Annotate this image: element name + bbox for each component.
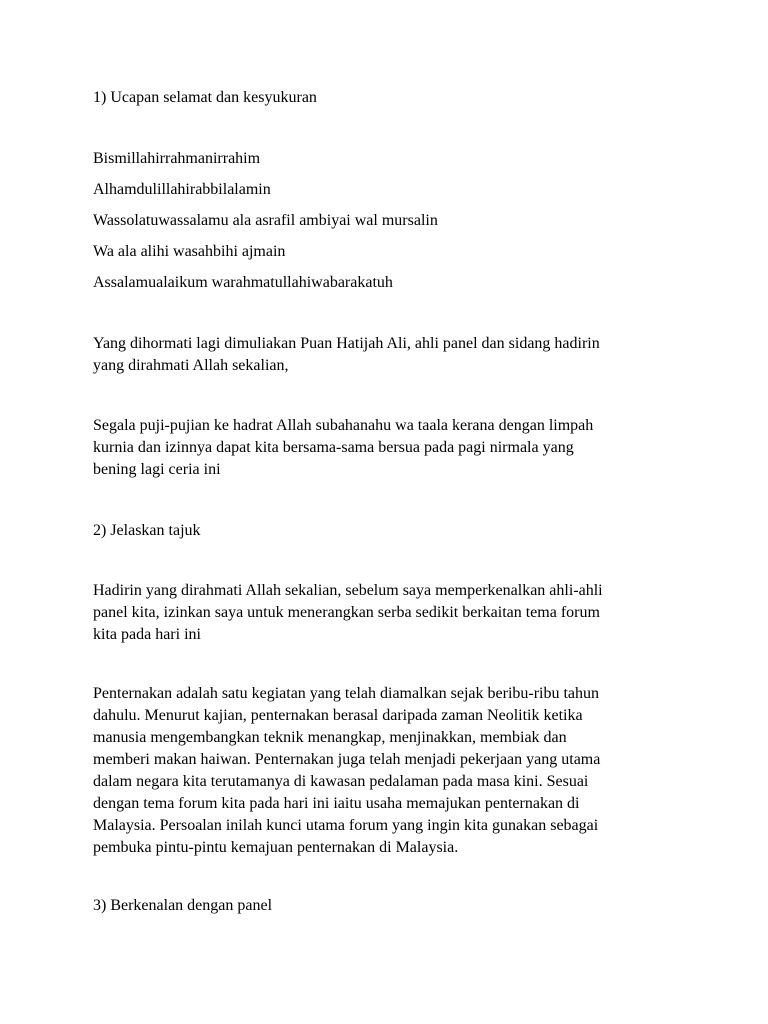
paragraph-intro <box>93 580 683 646</box>
paragraph-line: dalam negara kita terutamanya di kawasan pedalaman pada masa kini. Sesuai <box>93 773 589 790</box>
section-heading-1: 1) Ucapan selamat dan kesyukuran <box>93 89 317 106</box>
section-heading-3: 3) Berkenalan dengan panel <box>93 897 273 914</box>
paragraph-line: dengan tema forum kita pada hari ini iaitu usaha memajukan penternakan di <box>93 795 580 812</box>
paragraph-line: kita pada hari ini <box>93 626 201 643</box>
paragraph-line: Segala puji-pujian ke hadrat Allah subahanahu wa taala kerana dengan limpah <box>93 417 594 434</box>
section-heading-2: 2) Jelaskan tajuk <box>93 522 201 539</box>
paragraph-line: bening lagi ceria ini <box>93 461 221 478</box>
paragraph-line: Yang dihormati lagi dimuliakan Puan Hatijah Ali, ahli panel dan sidang hadirin <box>93 335 600 352</box>
paragraph-line: kurnia dan izinnya dapat kita bersama-sama bersua pada pagi nirmala yang <box>93 439 574 456</box>
greeting-line: Wassolatuwassalamu ala asrafil ambiyai wal mursalin <box>93 212 438 229</box>
greeting-line: Wa ala alihi wasahbihi ajmain <box>93 243 286 260</box>
paragraph-line: dahulu. Menurut kajian, penternakan berasal daripada zaman Neolitik ketika <box>93 707 583 724</box>
paragraph-praise <box>93 415 683 481</box>
paragraph-line: pembuka pintu-pintu kemajuan penternakan di Malaysia. <box>93 839 459 856</box>
paragraph-salutation <box>93 333 683 377</box>
paragraph-line: panel kita, izinkan saya untuk menerangkan serba sedikit berkaitan tema forum <box>93 604 600 621</box>
paragraph-line: Malaysia. Persoalan inilah kunci utama forum yang ingin kita gunakan sebagai <box>93 817 599 834</box>
paragraph-line: Hadirin yang dirahmati Allah sekalian, sebelum saya memperkenalkan ahli-ahli <box>93 582 603 599</box>
paragraph-line: yang dirahmati Allah sekalian, <box>93 357 289 374</box>
greeting-line: Alhamdulillahirabbilalamin <box>93 181 271 198</box>
paragraph-line: Penternakan adalah satu kegiatan yang telah diamalkan sejak beribu-ribu tahun <box>93 685 600 702</box>
paragraph-penternakan <box>93 683 683 859</box>
paragraph-line: manusia mengembangkan teknik menangkap, menjinakkan, membiak dan <box>93 729 567 746</box>
greeting-line: Assalamualaikum warahmatullahiwabarakatuh <box>93 274 393 291</box>
greeting-line: Bismillahirrahmanirrahim <box>93 150 261 167</box>
paragraph-line: memberi makan haiwan. Penternakan juga telah menjadi pekerjaan yang utama <box>93 751 601 768</box>
